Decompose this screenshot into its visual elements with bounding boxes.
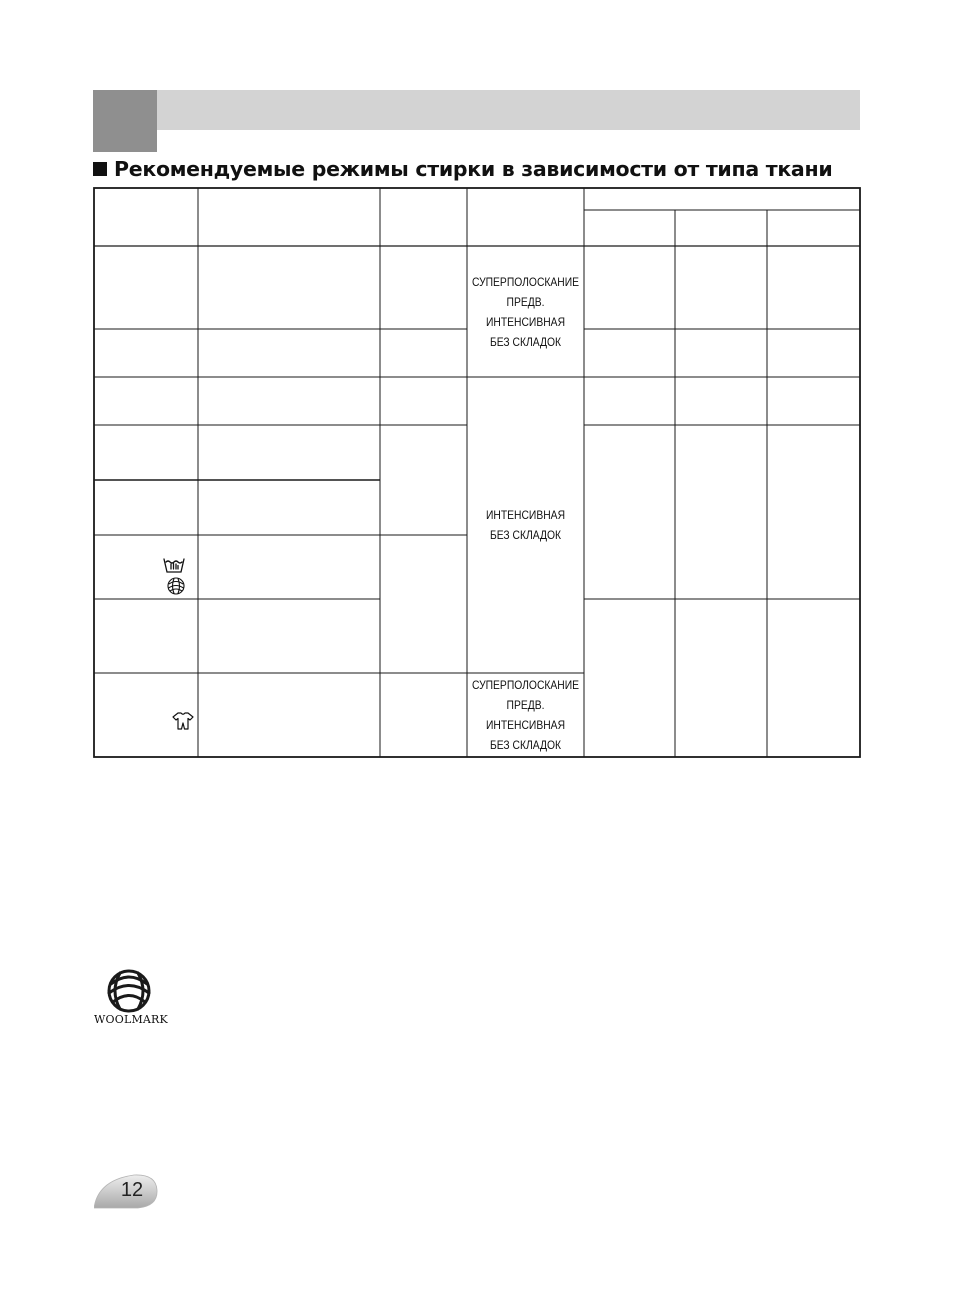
option-label: БЕЗ СКЛАДОК (489, 738, 562, 752)
title-bullet-icon (93, 162, 107, 176)
options-cell-rows-1-2 (471, 246, 580, 377)
options-cell-rows-3-7 (475, 377, 576, 673)
wool-icon (166, 576, 186, 596)
option-label: БЕЗ СКЛАДОК (489, 528, 562, 542)
header-band (93, 90, 860, 130)
woolmark-label: WOOLMARK (94, 1013, 168, 1026)
option-label: ПРЕДВ. (506, 294, 545, 309)
option-label: БЕЗ СКЛАДОК (489, 334, 562, 349)
option-label: ПРЕДВ. (506, 698, 545, 712)
option-label: ИНТЕНСИВНАЯ (485, 718, 566, 732)
section-title-text: Рекомендуемые режимы стирки в зависимости от типа ткани (114, 157, 833, 181)
section-title (93, 156, 873, 182)
baby-clothes-icon (172, 711, 194, 731)
hand-wash-icon (162, 556, 186, 574)
option-label: ИНТЕНСИВНАЯ (485, 314, 566, 329)
option-label: ИНТЕНСИВНАЯ (485, 508, 566, 522)
option-label: СУПЕРПОЛОСКАНИЕ (471, 678, 580, 692)
header-square (93, 90, 157, 152)
options-cell-row-8 (471, 673, 580, 757)
option-label: СУПЕРПОЛОСКАНИЕ (471, 274, 580, 289)
page-number: 12 (120, 1179, 144, 1201)
